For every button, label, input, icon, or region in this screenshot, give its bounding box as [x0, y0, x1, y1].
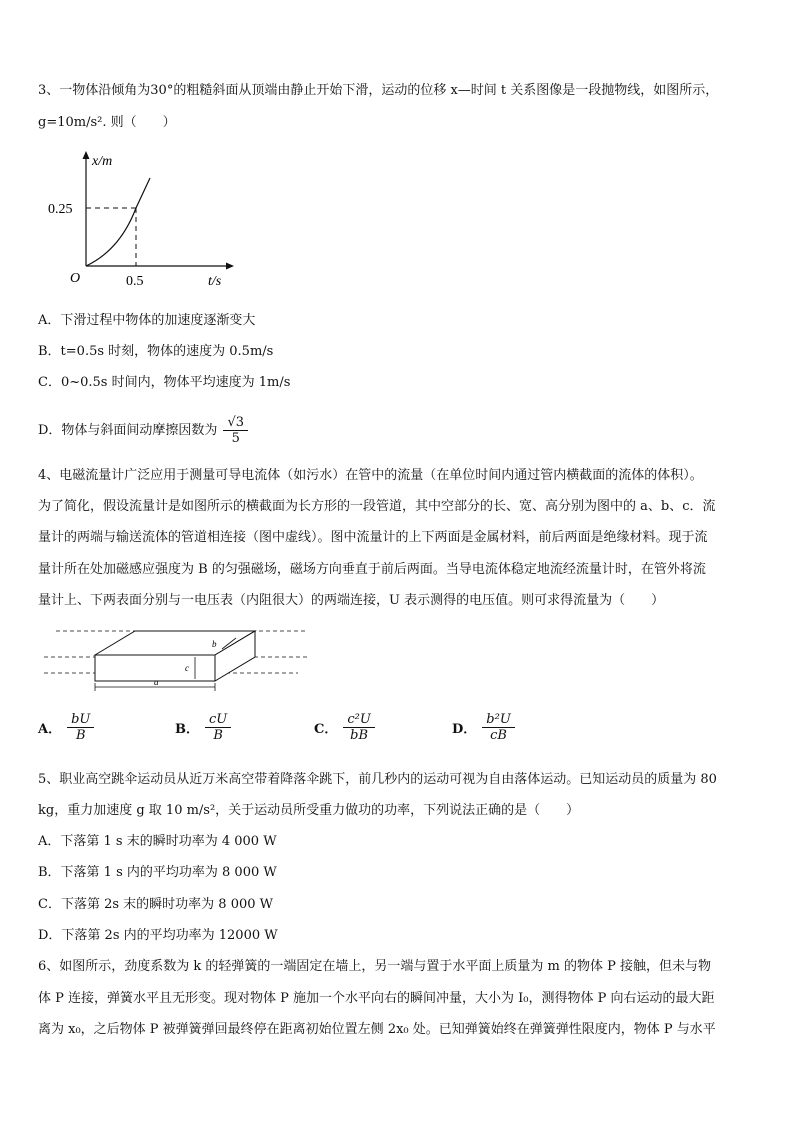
q4-stem-line-3: 量计的两端与输送流体的管道相连接（图中虚线）。图中流量计的上下两面是金属材料，前后两面是绝缘材料。现于流 — [38, 530, 708, 545]
option-label: C． — [314, 722, 338, 737]
q3-option-d — [38, 412, 248, 450]
option-fraction — [343, 712, 374, 743]
q4-dim-a: a — [154, 677, 159, 687]
fraction-denominator: cB — [490, 728, 507, 743]
q3-xt-graph — [40, 145, 240, 295]
q5-option-b: B．下落第 1 s 内的平均功率为 8 000 W — [38, 865, 277, 880]
q3-option-a: A．下滑过程中物体的加速度逐渐变大 — [38, 313, 256, 328]
q6-stem-line-3: 离为 x₀，之后物体 P 被弹簧弹回最终停在距离初始位置左侧 2x₀ 处。已知弹簧始终在弹簧弹性限度内，物体 P 与水平 — [38, 1022, 716, 1037]
q3-option-d-text: D．物体与斜面间动摩擦因数为 — [38, 423, 218, 438]
q4-stem-line-1: 4、电磁流量计广泛应用于测量可导电流体（如污水）在管中的流量（在单位时间内通过管内横截面的流体的体积）。 — [38, 468, 703, 483]
option-label: D． — [452, 722, 477, 737]
q3-option-b: B．t=0.5s 时刻，物体的速度为 0.5m/s — [38, 344, 274, 359]
q4-stem-line-5: 量计上、下两表面分别与一电压表（内阻很大）的两端连接，U 表示测得的电压值。则可求得流量为（ ） — [38, 593, 665, 608]
fraction-denominator: B — [75, 728, 86, 743]
q3-y-tick: 0.25 — [48, 202, 73, 217]
q4-option-c — [314, 712, 375, 743]
q4-option-a — [38, 712, 94, 743]
fraction-numerator: bU — [67, 712, 94, 728]
fraction-numerator: b²U — [482, 712, 515, 728]
q4-option-d — [452, 712, 515, 743]
q3-y-axis-label: x/m — [92, 154, 113, 169]
fraction-numerator: cU — [205, 712, 231, 728]
q3-stem-line-2: g=10m/s². 则（ ） — [38, 115, 176, 130]
q4-dim-b: b — [212, 639, 217, 649]
fraction-denominator: B — [213, 728, 223, 743]
q3-x-axis-label: t/s — [208, 274, 222, 289]
q5-option-d: D．下落第 2s 内的平均功率为 12000 W — [38, 928, 278, 943]
q5-stem-line-2: kg，重力加速度 g 取 10 m/s²，关于运动员所受重力做功的功率，下列说法正确的是（ ） — [38, 803, 580, 818]
option-label: B． — [175, 722, 199, 737]
q5-option-a: A．下落第 1 s 末的瞬时功率为 4 000 W — [38, 834, 277, 849]
q6-stem-line-1: 6、如图所示，劲度系数为 k 的轻弹簧的一端固定在墙上，另一端与置于水平面上质量为 m 的物体 P 接触，但未与物 — [38, 959, 712, 974]
option-fraction — [67, 712, 94, 743]
fraction-numerator: c²U — [343, 712, 374, 728]
q3-stem-line-1: 3、一物体沿倾角为30°的粗糙斜面从顶端由静止开始下滑，运动的位移 x—时间 t 关系图像是一段抛物线，如图所示， — [38, 83, 719, 98]
option-fraction — [482, 712, 515, 743]
fraction-denominator: bB — [350, 728, 369, 743]
q5-option-c: C．下落第 2s 末的瞬时功率为 8 000 W — [38, 897, 273, 912]
q4-flowmeter-figure — [40, 625, 320, 695]
q3-origin-label: O — [70, 271, 81, 286]
option-label: A． — [38, 722, 62, 737]
q5-stem-line-1: 5、职业高空跳伞运动员从近万米高空带着降落伞跳下，前几秒内的运动可视为自由落体运动。已知运动员的质量为 80 — [38, 772, 717, 787]
q4-stem-line-2: 为了简化，假设流量计是如图所示的横截面为长方形的一段管道，其中空部分的长、宽、高分别为图中的 a、b、c．流 — [38, 499, 716, 514]
option-fraction — [205, 712, 231, 743]
q3-option-d-fraction — [223, 415, 248, 446]
q3-x-tick: 0.5 — [126, 274, 144, 289]
q6-stem-line-2: 体 P 连接，弹簧水平且无形变。现对物体 P 施加一个水平向右的瞬间冲量，大小为 I₀，测得物体 P 向右运动的最大距 — [38, 991, 715, 1006]
fraction-denominator: 5 — [231, 431, 240, 446]
q4-dim-c: c — [185, 663, 189, 673]
q3-option-c: C．0~0.5s 时间内，物体平均速度为 1m/s — [38, 375, 291, 390]
fraction-numerator: √3 — [223, 415, 248, 431]
q4-option-b — [175, 712, 231, 743]
q4-stem-line-4: 量计所在处加磁感应强度为 B 的匀强磁场，磁场方向垂直于前后两面。当导电流体稳定地流经流量计时，在管外将流 — [38, 562, 706, 577]
